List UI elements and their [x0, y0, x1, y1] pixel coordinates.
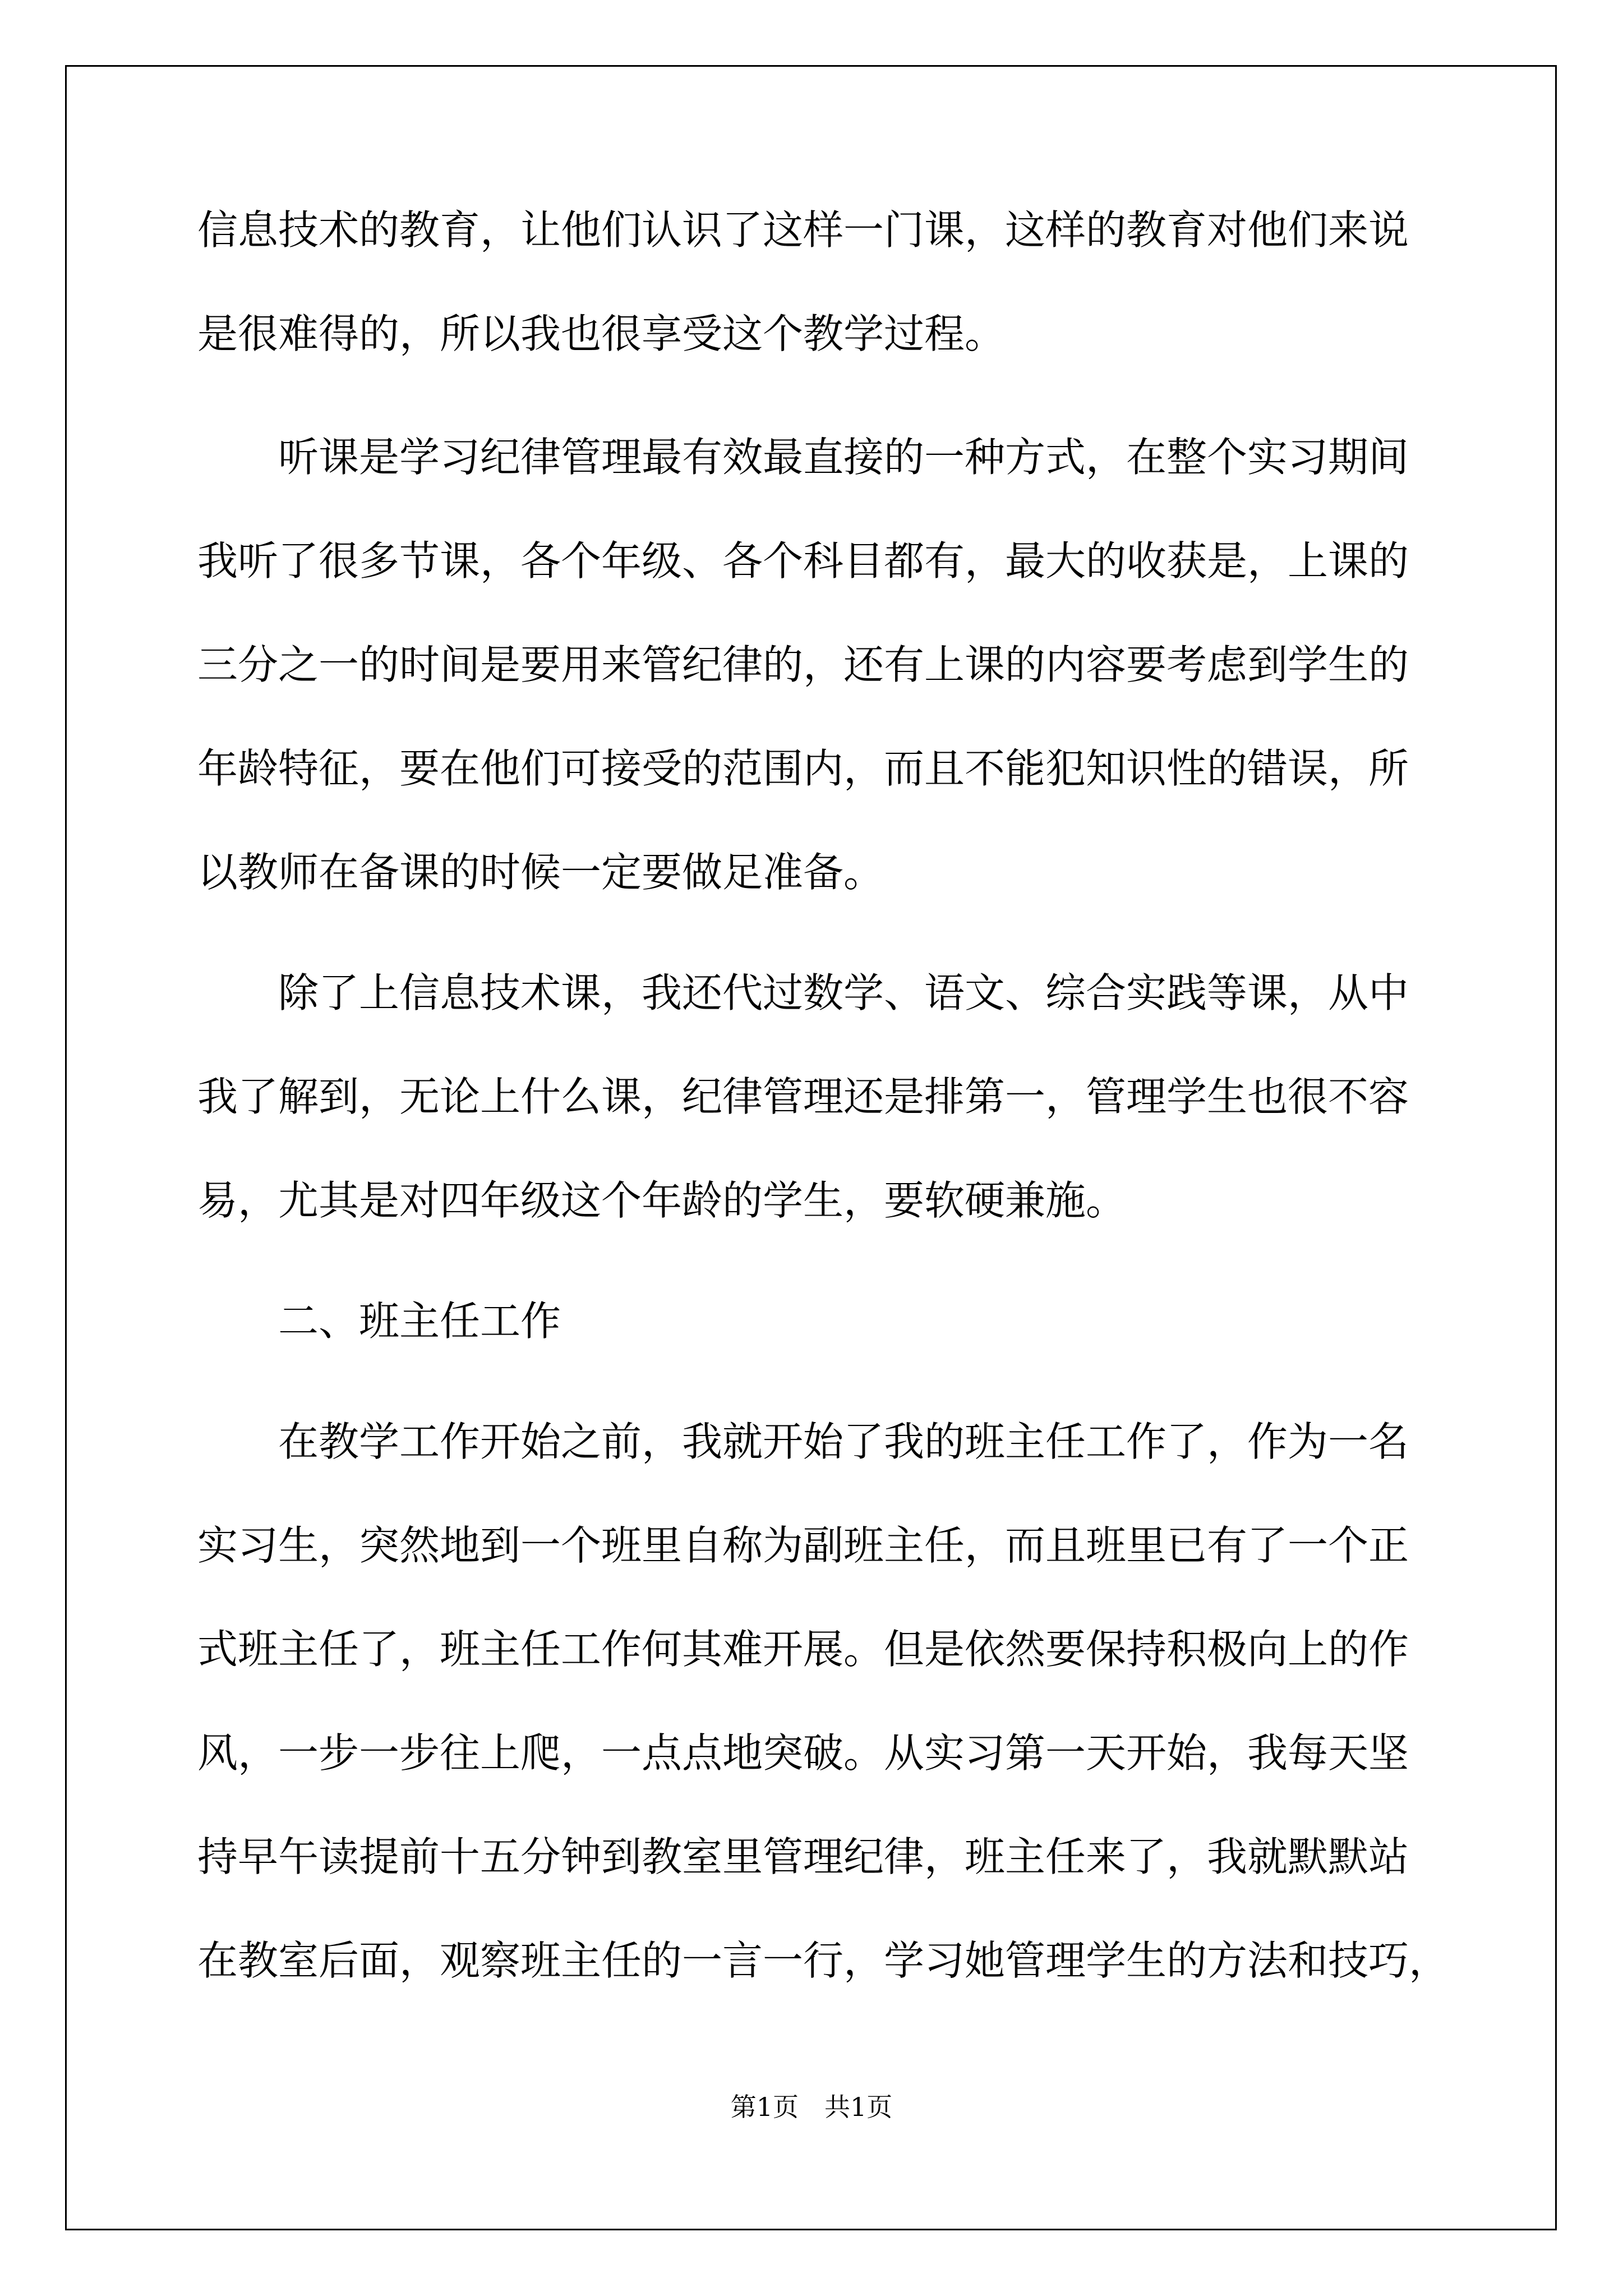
text-line: 易，尤其是对四年级这个年龄的学生，要软硬兼施。 [197, 1177, 1127, 1224]
text-line: 三分之一的时间是要用来管纪律的，还有上课的内容要考虑到学生的 [197, 641, 1409, 688]
text-line: 信息技术的教育，让他们认识了这样一门课，这样的教育对他们来说 [197, 206, 1409, 254]
text-line: 年龄特征，要在他们可接受的范围内，而且不能犯知识性的错误，所 [197, 745, 1409, 792]
text-line: 我了解到，无论上什么课，纪律管理还是排第一，管理学生也很不容 [197, 1073, 1409, 1120]
text-line: 是很难得的，所以我也很享受这个教学过程。 [197, 310, 1006, 357]
text-line: 风，一步一步往上爬，一点点地突破。从实习第一天开始，我每天坚 [197, 1729, 1409, 1777]
paragraph-first-line: 听课是学习纪律管理最有效最直接的一种方式，在整个实习期间 [278, 434, 1409, 481]
section-heading: 二、班主任工作 [278, 1297, 561, 1345]
paragraph-first-line: 除了上信息技术课，我还代过数学、语文、综合实践等课，从中 [278, 969, 1409, 1016]
text-line: 我听了很多节课，各个年级、各个科目都有，最大的收获是，上课的 [197, 537, 1409, 585]
text-line: 持早午读提前十五分钟到教室里管理纪律，班主任来了，我就默默站 [197, 1833, 1409, 1880]
paragraph-first-line: 在教学工作开始之前，我就开始了我的班主任工作了，作为一名 [278, 1418, 1409, 1465]
text-line: 实习生，突然地到一个班里自称为副班主任，而且班里已有了一个正 [197, 1522, 1409, 1569]
text-line: 在教室后面，观察班主任的一言一行，学习她管理学生的方法和技巧， [197, 1937, 1450, 1984]
page-number-footer: 第1页 共1页 [730, 2092, 893, 2122]
text-line: 以教师在备课的时候一定要做足准备。 [197, 849, 884, 896]
page-border [65, 65, 1557, 2230]
text-line: 式班主任了，班主任工作何其难开展。但是依然要保持积极向上的作 [197, 1626, 1409, 1673]
